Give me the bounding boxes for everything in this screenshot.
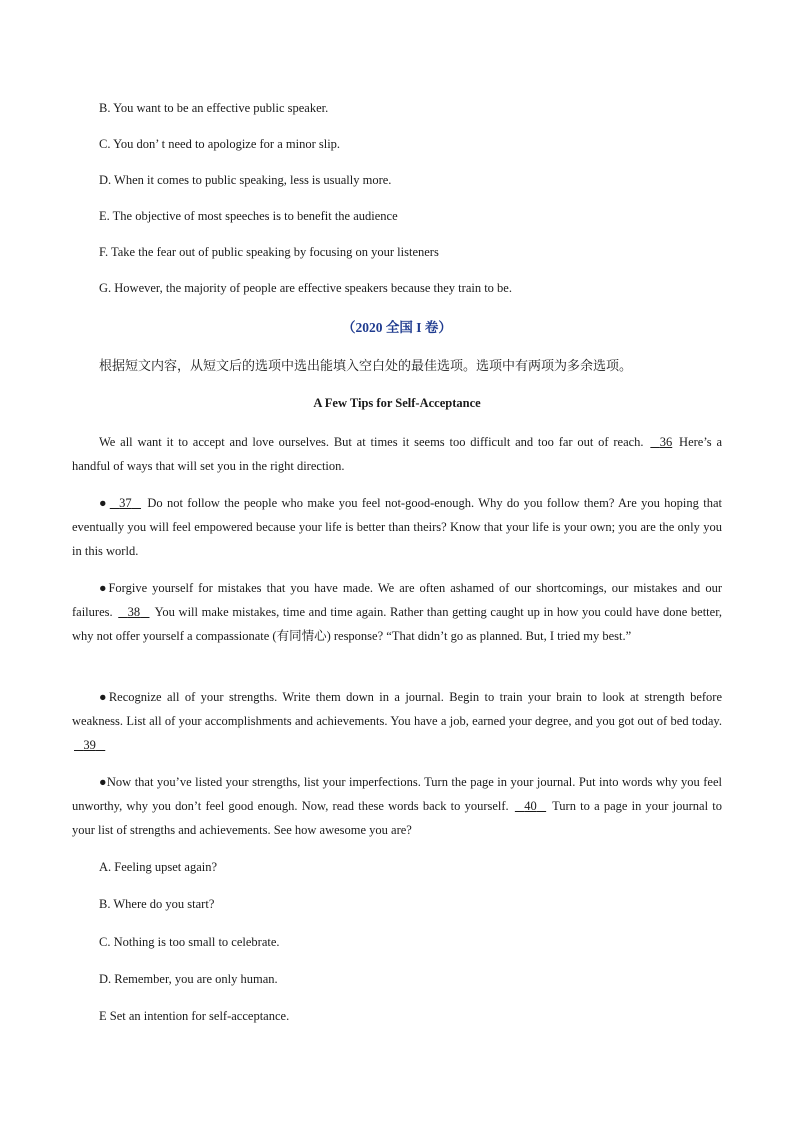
option-b: B. You want to be an effective public speaker. xyxy=(99,101,329,115)
blank-38: 38 xyxy=(127,605,141,619)
answer-option-a: A. Feeling upset again? xyxy=(99,860,218,874)
paragraph-text: You will make mistakes, time and time again. Rather than getting caught up in how you could have done better, why not offer yourself a compassionate (有同情心) response? “That didn’t go as planned. But, I tried my best.” xyxy=(72,605,722,643)
paragraph-text: ●Now that you’ve listed your strengths, list your imperfections. Turn the page in your journal. Put into words why you feel unworthy, why you don’t feel good enough. Now, read these words back to yourself. xyxy=(72,775,722,813)
paragraph-4 xyxy=(72,685,722,757)
blank-36: 36 xyxy=(659,435,673,449)
bullet: ● xyxy=(99,496,108,510)
section-title: （2020 全国 I 卷） xyxy=(342,320,452,335)
option-e: E. The objective of most speeches is to benefit the audience xyxy=(99,209,398,223)
answer-option-d: D. Remember, you are only human. xyxy=(99,972,278,986)
paragraph-text: Do not follow the people who make you feel not-good-enough. Why do you follow them? Are you hoping that eventually you will feel empowered because your life is better than theirs? Know that your life is your own; you are the only you in this world. xyxy=(72,496,722,558)
passage-title: A Few Tips for Self-Acceptance xyxy=(313,396,481,410)
answer-option-c: C. Nothing is too small to celebrate. xyxy=(99,935,280,949)
paragraph-1 xyxy=(72,430,722,478)
instruction: 根据短文内容，从短文后的选项中选出能填入空白处的最佳选项。选项中有两项为多余选项。 xyxy=(99,358,633,373)
paragraph-text: We all want it to accept and love ourselves. But at times it seems too difficult and too far out of reach. xyxy=(99,435,644,449)
blank-40: 40 xyxy=(524,799,537,813)
paragraph-text: ●Recognize all of your strengths. Write them down in a journal. Begin to train your brain to look at strength before weakness. List all of your accomplishments and achievements. You have a job, earned your degree, and you got out of bed today. xyxy=(72,690,722,728)
paragraph-text: Turn to a page in your journal to your list of strengths and achievements. See how awesome you are? xyxy=(72,799,722,837)
blank-39: 39 xyxy=(83,738,96,752)
paragraph-text: ●Forgive yourself for mistakes that you have made. We are often ashamed of our shortcomings, our mistakes and our failures. xyxy=(72,581,722,619)
option-f: F. Take the fear out of public speaking by focusing on your listeners xyxy=(99,245,439,259)
paragraph-text: Here’s a handful of ways that will set you in the right direction. xyxy=(72,435,723,473)
blank-37: 37 xyxy=(119,496,132,510)
option-d: D. When it comes to public speaking, less is usually more. xyxy=(99,173,392,187)
answer-option-e: E Set an intention for self-acceptance. xyxy=(99,1009,290,1023)
option-g: G. However, the majority of people are effective speakers because they train to be. xyxy=(99,281,512,295)
paragraph-5 xyxy=(72,770,722,842)
answer-option-b: B. Where do you start? xyxy=(99,897,215,911)
paragraph-3 xyxy=(72,576,722,648)
paragraph-2 xyxy=(72,491,722,563)
option-c: C. You don’ t need to apologize for a minor slip. xyxy=(99,137,341,151)
